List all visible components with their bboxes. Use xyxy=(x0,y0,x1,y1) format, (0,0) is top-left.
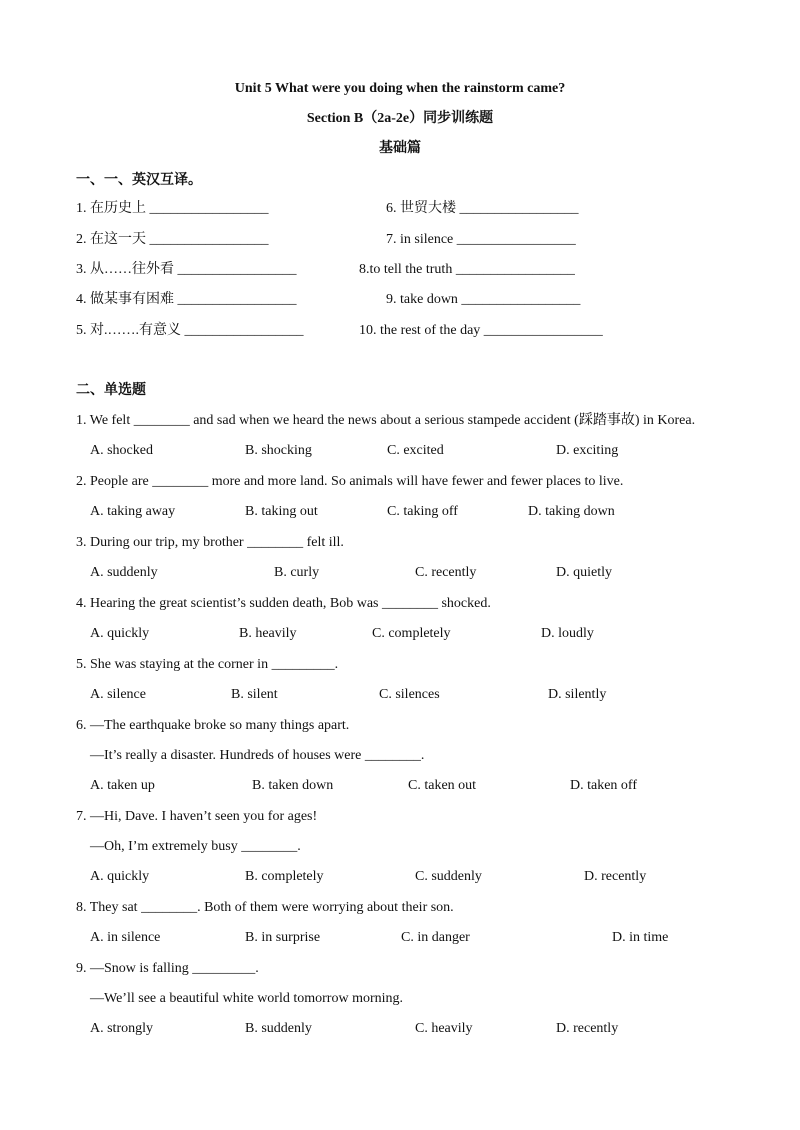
translation-item-1: 1. 在历史上 _________________ xyxy=(76,201,269,216)
question-7-option-c: C. suddenly xyxy=(415,869,482,884)
question-7-option-d: D. recently xyxy=(584,869,647,884)
question-4-option-b: B. heavily xyxy=(239,626,297,641)
question-3-option-c: C. recently xyxy=(415,565,477,580)
question-2-option-c: C. taking off xyxy=(387,504,458,519)
question-2-option-a: A. taking away xyxy=(90,504,176,519)
question-5-option-b: B. silent xyxy=(231,687,278,702)
translation-item-6: 6. 世贸大楼 _________________ xyxy=(386,201,579,216)
question-3-option-b: B. curly xyxy=(274,565,320,580)
question-3-option-a: A. suddenly xyxy=(90,565,158,580)
question-5-option-c: C. silences xyxy=(379,687,440,702)
section1-heading: 一、一、英汉互译。 xyxy=(76,173,202,188)
question-4-option-c: C. completely xyxy=(372,626,451,641)
question-8-stem: 8. They sat ________. Both of them were worrying about their son. xyxy=(76,900,454,915)
question-7-response: —Oh, I’m extremely busy ________. xyxy=(90,839,301,854)
question-7-option-b: B. completely xyxy=(245,869,324,884)
question-6-option-a: A. taken up xyxy=(90,778,155,793)
question-2-option-b: B. taking out xyxy=(245,504,318,519)
question-5-option-a: A. silence xyxy=(90,687,146,702)
translation-item-4: 4. 做某事有困难 _________________ xyxy=(76,292,297,307)
question-6-stem: 6. —The earthquake broke so many things apart. xyxy=(76,718,350,733)
question-7-option-a: A. quickly xyxy=(90,869,150,884)
question-2-option-d: D. taking down xyxy=(528,504,615,519)
question-9-response: —We’ll see a beautiful white world tomorrow morning. xyxy=(90,991,404,1006)
translation-item-5: 5. 对.…….有意义 _________________ xyxy=(76,323,304,338)
question-8-option-b: B. in surprise xyxy=(245,930,321,945)
section2-heading: 二、单选题 xyxy=(76,383,146,398)
question-9-option-b: B. suddenly xyxy=(245,1021,312,1036)
worksheet-title: Unit 5 What were you doing when the rainstorm came? xyxy=(234,81,566,96)
question-3-stem: 3. During our trip, my brother ________ felt ill. xyxy=(76,535,344,550)
translation-item-9: 9. take down _________________ xyxy=(386,292,581,307)
question-5-stem: 5. She was staying at the corner in _________. xyxy=(76,657,339,672)
question-9-option-d: D. recently xyxy=(556,1021,619,1036)
question-1-option-c: C. excited xyxy=(387,443,444,458)
translation-item-7: 7. in silence _________________ xyxy=(386,232,576,247)
question-1-option-a: A. shocked xyxy=(90,443,153,458)
question-9-option-a: A. strongly xyxy=(90,1021,153,1036)
question-1-option-d: D. exciting xyxy=(556,443,619,458)
question-8-option-c: C. in danger xyxy=(401,930,470,945)
question-4-option-d: D. loudly xyxy=(541,626,594,641)
translation-item-10: 10. the rest of the day _________________ xyxy=(359,323,603,338)
worksheet-level: 基础篇 xyxy=(379,141,421,156)
worksheet-subtitle: Section B（2a-2e）同步训练题 xyxy=(306,111,494,126)
question-6-option-c: C. taken out xyxy=(408,778,477,793)
question-8-option-d: D. in time xyxy=(612,930,669,945)
question-4-option-a: A. quickly xyxy=(90,626,150,641)
translation-item-2: 2. 在这一天 _________________ xyxy=(76,232,269,247)
question-4-stem: 4. Hearing the great scientist’s sudden death, Bob was ________ shocked. xyxy=(76,596,491,611)
question-8-option-a: A. in silence xyxy=(90,930,161,945)
question-9-stem: 9. —Snow is falling _________. xyxy=(76,961,259,976)
question-6-response: —It’s really a disaster. Hundreds of houses were ________. xyxy=(90,748,425,763)
question-6-option-b: B. taken down xyxy=(252,778,334,793)
question-5-option-d: D. silently xyxy=(548,687,607,702)
question-9-option-c: C. heavily xyxy=(415,1021,473,1036)
question-1-option-b: B. shocking xyxy=(245,443,312,458)
question-3-option-d: D. quietly xyxy=(556,565,612,580)
question-1-stem: 1. We felt ________ and sad when we heard the news about a serious stampede accident (踩踏事故) in Korea. xyxy=(76,413,696,428)
question-7-stem: 7. —Hi, Dave. I haven’t seen you for ages! xyxy=(76,809,318,824)
translation-item-3: 3. 从……往外看 _________________ xyxy=(76,262,297,277)
question-2-stem: 2. People are ________ more and more land. So animals will have fewer and fewer places to live. xyxy=(76,474,624,489)
question-6-option-d: D. taken off xyxy=(570,778,637,793)
translation-item-8: 8.to tell the truth _________________ xyxy=(359,262,575,277)
